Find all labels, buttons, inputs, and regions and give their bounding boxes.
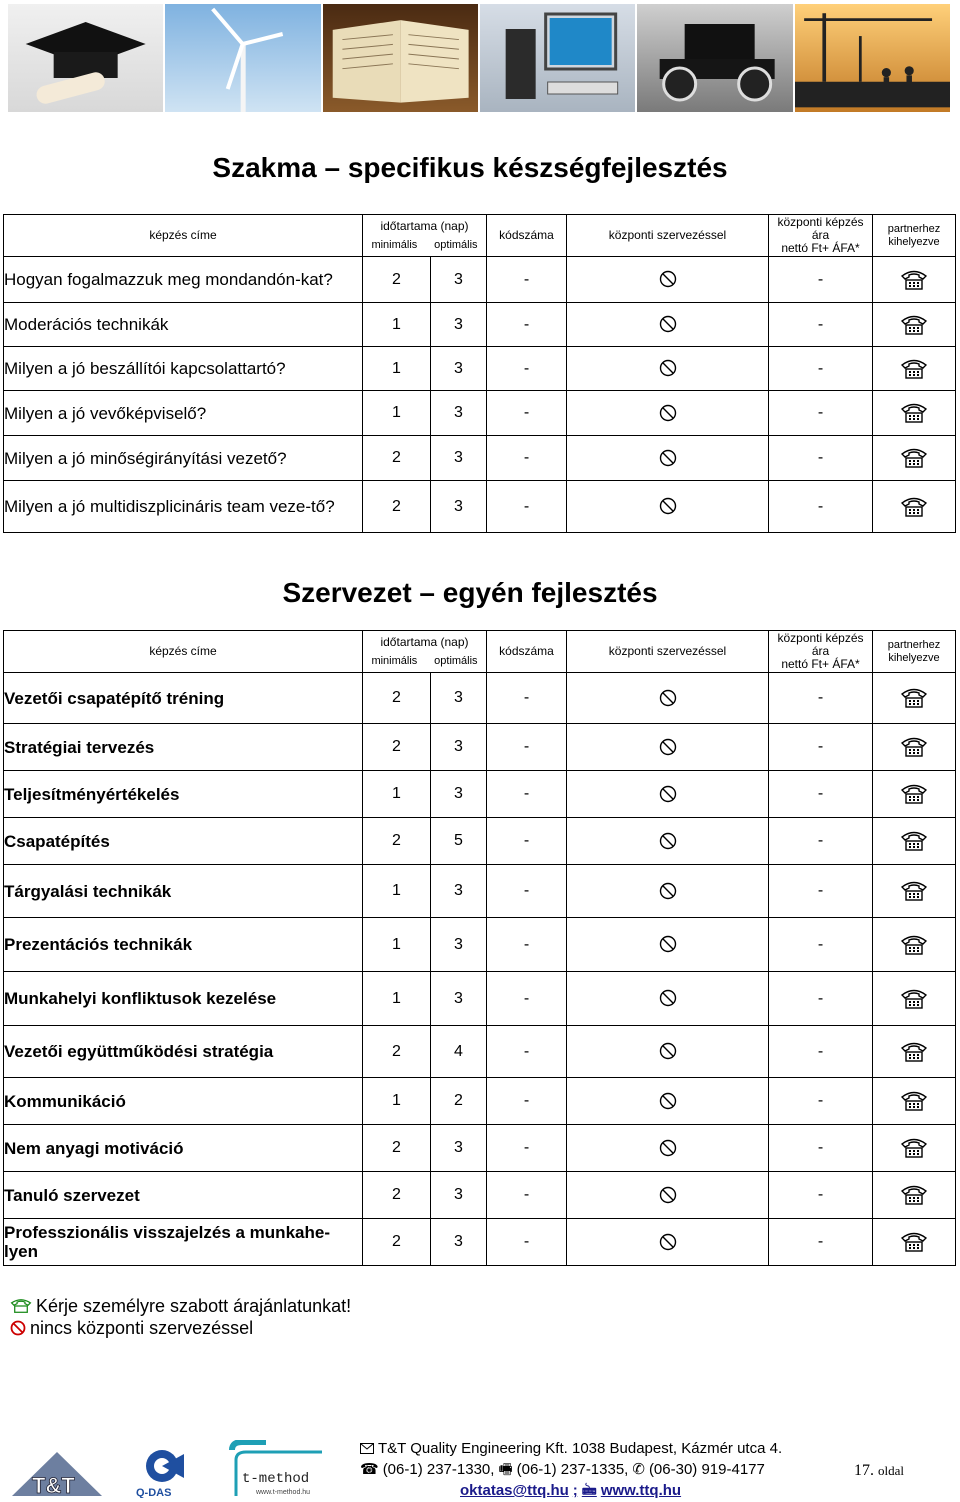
training-title: Munkahelyi konfliktusok kezelése bbox=[4, 972, 363, 1026]
tt-logo bbox=[12, 1448, 102, 1498]
duration-opt: 3 bbox=[431, 918, 487, 972]
price-value: - bbox=[769, 303, 873, 347]
training-title: Hogyan fogalmazzuk meg mondandón-kat? bbox=[4, 257, 363, 303]
partner-cell[interactable] bbox=[873, 1172, 956, 1219]
partner-cell[interactable] bbox=[873, 724, 956, 771]
duration-opt: 3 bbox=[431, 1125, 487, 1172]
svg-text:Q-DAS: Q-DAS bbox=[136, 1487, 172, 1498]
duration-min: 1 bbox=[363, 391, 431, 436]
no-entry-icon bbox=[659, 882, 677, 900]
duration-opt: 3 bbox=[431, 347, 487, 391]
code-value: - bbox=[487, 1026, 567, 1078]
training-title: Vezetői csapatépítő tréning bbox=[4, 673, 363, 724]
header-duration: időtartama (nap) minimális optimális bbox=[363, 215, 487, 257]
fax-icon: 🖷 bbox=[498, 1461, 513, 1478]
duration-min: 2 bbox=[363, 436, 431, 481]
phone-icon[interactable] bbox=[900, 447, 928, 469]
header-partner: partnerhez kihelyezve bbox=[873, 631, 956, 673]
duration-opt: 4 bbox=[431, 1026, 487, 1078]
code-value: - bbox=[487, 481, 567, 533]
no-entry-icon bbox=[659, 359, 677, 377]
training-title: Csapatépítés bbox=[4, 818, 363, 865]
phone-icon[interactable] bbox=[900, 1137, 928, 1159]
duration-opt: 3 bbox=[431, 436, 487, 481]
table-row bbox=[4, 347, 956, 391]
duration-opt: 3 bbox=[431, 673, 487, 724]
partner-cell[interactable] bbox=[873, 303, 956, 347]
duration-min: 2 bbox=[363, 1026, 431, 1078]
phone-icon[interactable] bbox=[900, 402, 928, 424]
code-value: - bbox=[487, 303, 567, 347]
central-cell bbox=[567, 391, 769, 436]
envelope-icon bbox=[360, 1443, 374, 1454]
phone-icon[interactable] bbox=[900, 830, 928, 852]
code-value: - bbox=[487, 673, 567, 724]
price-value: - bbox=[769, 865, 873, 918]
legend bbox=[10, 1295, 351, 1339]
table-row bbox=[4, 1078, 956, 1125]
duration-min: 2 bbox=[363, 481, 431, 533]
tmethod-logo bbox=[226, 1440, 326, 1498]
training-title: Tanuló szervezet bbox=[4, 1172, 363, 1219]
duration-opt: 2 bbox=[431, 1078, 487, 1125]
footer-company-row: T&T Quality Engineering Kft. 1038 Budapest, Kázmér utca 4. bbox=[360, 1438, 782, 1459]
partner-cell[interactable] bbox=[873, 1219, 956, 1266]
phone-icon[interactable] bbox=[900, 783, 928, 805]
training-title: Kommunikáció bbox=[4, 1078, 363, 1125]
price-value: - bbox=[769, 1172, 873, 1219]
no-entry-icon bbox=[659, 1092, 677, 1110]
table-row bbox=[4, 918, 956, 972]
web-icon: 🖮 bbox=[581, 1482, 597, 1499]
table-row bbox=[4, 818, 956, 865]
table-row bbox=[4, 673, 956, 724]
no-entry-icon bbox=[659, 497, 677, 515]
code-value: - bbox=[487, 1078, 567, 1125]
duration-min: 2 bbox=[363, 673, 431, 724]
central-cell bbox=[567, 673, 769, 724]
price-value: - bbox=[769, 818, 873, 865]
phone-icon[interactable] bbox=[900, 1231, 928, 1253]
price-value: - bbox=[769, 1078, 873, 1125]
svg-text:T&T: T&T bbox=[32, 1473, 75, 1498]
no-entry-icon bbox=[659, 1139, 677, 1157]
central-cell bbox=[567, 1026, 769, 1078]
no-entry-icon bbox=[659, 738, 677, 756]
phone-icon[interactable] bbox=[900, 314, 928, 336]
table-header-row bbox=[4, 631, 956, 673]
mobile-icon: ✆ bbox=[632, 1461, 645, 1478]
partner-cell[interactable] bbox=[873, 673, 956, 724]
footer-contact bbox=[360, 1438, 782, 1501]
qdas-logo bbox=[124, 1446, 204, 1498]
central-cell bbox=[567, 865, 769, 918]
svg-text:www.t-method.hu: www.t-method.hu bbox=[256, 1489, 311, 1496]
phone-icon[interactable] bbox=[900, 687, 928, 709]
no-entry-icon bbox=[659, 689, 677, 707]
duration-min: 2 bbox=[363, 818, 431, 865]
footer-links-row: oktatas@ttq.hu ; 🖮 www.ttq.hu bbox=[460, 1482, 682, 1499]
duration-min: 1 bbox=[363, 303, 431, 347]
duration-min: 1 bbox=[363, 972, 431, 1026]
price-value: - bbox=[769, 972, 873, 1026]
section-title-2: Szervezet – egyén fejlesztés bbox=[282, 577, 658, 608]
email-link[interactable]: oktatas@ttq.hu bbox=[460, 1482, 569, 1499]
phone-icon[interactable] bbox=[900, 880, 928, 902]
code-value: - bbox=[487, 818, 567, 865]
training-title: Milyen a jó beszállítói kapcsolattartó? bbox=[4, 347, 363, 391]
training-title: Professzionális visszajelzés a munkahe-lyen bbox=[4, 1219, 363, 1266]
price-value: - bbox=[769, 481, 873, 533]
header-price: központi képzés ára nettó Ft+ ÁFA* bbox=[769, 631, 873, 673]
no-entry-icon bbox=[659, 1233, 677, 1251]
table-row bbox=[4, 1219, 956, 1266]
no-entry-icon bbox=[10, 1320, 26, 1336]
phone-icon: ☎ bbox=[360, 1461, 379, 1478]
code-value: - bbox=[487, 972, 567, 1026]
code-value: - bbox=[487, 724, 567, 771]
header-partner: partnerhez kihelyezve bbox=[873, 215, 956, 257]
partner-cell[interactable] bbox=[873, 257, 956, 303]
construction-photo bbox=[795, 4, 950, 112]
header-price: központi képzés ára nettó Ft+ ÁFA* bbox=[769, 215, 873, 257]
duration-opt: 3 bbox=[431, 1172, 487, 1219]
price-value: - bbox=[769, 391, 873, 436]
duration-opt: 3 bbox=[431, 257, 487, 303]
duration-opt: 3 bbox=[431, 481, 487, 533]
phone-icon[interactable] bbox=[900, 1184, 928, 1206]
table-header-row bbox=[4, 215, 956, 257]
header-code: kódszáma bbox=[487, 631, 567, 673]
partner-cell[interactable] bbox=[873, 1026, 956, 1078]
table-row bbox=[4, 972, 956, 1026]
header-title: képzés címe bbox=[4, 631, 363, 673]
code-value: - bbox=[487, 436, 567, 481]
price-value: - bbox=[769, 1125, 873, 1172]
central-cell bbox=[567, 347, 769, 391]
old-book-photo bbox=[323, 4, 478, 112]
partner-cell[interactable] bbox=[873, 1125, 956, 1172]
partner-cell[interactable] bbox=[873, 436, 956, 481]
table-row bbox=[4, 257, 956, 303]
graduation-cap-photo bbox=[8, 4, 163, 112]
duration-opt: 3 bbox=[431, 865, 487, 918]
partner-cell[interactable] bbox=[873, 818, 956, 865]
no-entry-icon bbox=[659, 1042, 677, 1060]
code-value: - bbox=[487, 1219, 567, 1266]
legend-phone: Kérje személyre szabott árajánlatunkat! bbox=[10, 1295, 351, 1317]
table-row bbox=[4, 1026, 956, 1078]
code-value: - bbox=[487, 865, 567, 918]
price-value: - bbox=[769, 436, 873, 481]
duration-min: 2 bbox=[363, 1219, 431, 1266]
partner-cell[interactable] bbox=[873, 771, 956, 818]
section-title-1: Szakma – specifikus készségfejlesztés bbox=[212, 152, 728, 183]
price-value: - bbox=[769, 347, 873, 391]
partner-cell[interactable] bbox=[873, 481, 956, 533]
duration-min: 1 bbox=[363, 347, 431, 391]
phone-icon bbox=[10, 1298, 32, 1314]
code-value: - bbox=[487, 771, 567, 818]
central-cell bbox=[567, 1172, 769, 1219]
training-title: Milyen a jó multidiszplicináris team veze-tő? bbox=[4, 481, 363, 533]
no-entry-icon bbox=[659, 404, 677, 422]
central-cell bbox=[567, 724, 769, 771]
header-central: központi szervezéssel bbox=[567, 215, 769, 257]
header-central: központi szervezéssel bbox=[567, 631, 769, 673]
website-link[interactable]: www.ttq.hu bbox=[600, 1482, 682, 1499]
header-banner bbox=[8, 4, 950, 112]
header-code: kódszáma bbox=[487, 215, 567, 257]
duration-opt: 3 bbox=[431, 391, 487, 436]
page-number: 17. oldal bbox=[854, 1462, 904, 1479]
code-value: - bbox=[487, 1125, 567, 1172]
price-value: - bbox=[769, 1219, 873, 1266]
phone-icon[interactable] bbox=[900, 934, 928, 956]
header-duration: időtartama (nap) minimális optimális bbox=[363, 631, 487, 673]
code-value: - bbox=[487, 257, 567, 303]
table-row bbox=[4, 1172, 956, 1219]
price-value: - bbox=[769, 918, 873, 972]
no-entry-icon bbox=[659, 449, 677, 467]
duration-opt: 3 bbox=[431, 724, 487, 771]
partner-cell[interactable] bbox=[873, 972, 956, 1026]
table-row bbox=[4, 724, 956, 771]
table-row bbox=[4, 771, 956, 818]
training-title: Milyen a jó vevőképviselő? bbox=[4, 391, 363, 436]
central-cell bbox=[567, 918, 769, 972]
central-cell bbox=[567, 818, 769, 865]
no-entry-icon bbox=[659, 315, 677, 333]
phone-icon[interactable] bbox=[900, 269, 928, 291]
footer-logos bbox=[12, 1440, 326, 1498]
central-cell bbox=[567, 481, 769, 533]
computer-photo bbox=[480, 4, 635, 112]
central-cell bbox=[567, 257, 769, 303]
duration-min: 1 bbox=[363, 771, 431, 818]
central-cell bbox=[567, 771, 769, 818]
no-entry-icon bbox=[659, 270, 677, 288]
phone-icon[interactable] bbox=[900, 358, 928, 380]
duration-opt: 3 bbox=[431, 771, 487, 818]
code-value: - bbox=[487, 391, 567, 436]
wind-turbine-photo bbox=[165, 4, 320, 112]
training-title: Stratégiai tervezés bbox=[4, 724, 363, 771]
partner-cell[interactable] bbox=[873, 1078, 956, 1125]
table-row bbox=[4, 481, 956, 533]
table-row bbox=[4, 1125, 956, 1172]
training-table-1 bbox=[3, 214, 956, 533]
table-row bbox=[4, 303, 956, 347]
central-cell bbox=[567, 303, 769, 347]
no-entry-icon bbox=[659, 1186, 677, 1204]
legend-no: nincs központi szervezéssel bbox=[10, 1317, 351, 1339]
phone-icon[interactable] bbox=[900, 1041, 928, 1063]
price-value: - bbox=[769, 771, 873, 818]
training-title: Milyen a jó minőségirányítási vezető? bbox=[4, 436, 363, 481]
training-title: Vezetői együttműködési stratégia bbox=[4, 1026, 363, 1078]
partner-cell[interactable] bbox=[873, 865, 956, 918]
phone-icon[interactable] bbox=[900, 736, 928, 758]
partner-cell[interactable] bbox=[873, 391, 956, 436]
partner-cell[interactable] bbox=[873, 918, 956, 972]
training-title: Moderációs technikák bbox=[4, 303, 363, 347]
no-entry-icon bbox=[659, 935, 677, 953]
duration-min: 2 bbox=[363, 257, 431, 303]
training-title: Teljesítményértékelés bbox=[4, 771, 363, 818]
price-value: - bbox=[769, 1026, 873, 1078]
duration-opt: 3 bbox=[431, 1219, 487, 1266]
price-value: - bbox=[769, 673, 873, 724]
duration-min: 1 bbox=[363, 1078, 431, 1125]
table-row bbox=[4, 865, 956, 918]
phone-icon[interactable] bbox=[900, 988, 928, 1010]
partner-cell[interactable] bbox=[873, 347, 956, 391]
code-value: - bbox=[487, 347, 567, 391]
training-title: Tárgyalási technikák bbox=[4, 865, 363, 918]
no-entry-icon bbox=[659, 832, 677, 850]
duration-opt: 3 bbox=[431, 303, 487, 347]
no-entry-icon bbox=[659, 785, 677, 803]
duration-min: 1 bbox=[363, 865, 431, 918]
duration-opt: 3 bbox=[431, 972, 487, 1026]
training-title: Nem anyagi motiváció bbox=[4, 1125, 363, 1172]
duration-min: 1 bbox=[363, 918, 431, 972]
training-title: Prezentációs technikák bbox=[4, 918, 363, 972]
duration-min: 2 bbox=[363, 1172, 431, 1219]
central-cell bbox=[567, 1078, 769, 1125]
code-value: - bbox=[487, 1172, 567, 1219]
central-cell bbox=[567, 972, 769, 1026]
price-value: - bbox=[769, 257, 873, 303]
phone-icon[interactable] bbox=[900, 1090, 928, 1112]
phone-icon[interactable] bbox=[900, 496, 928, 518]
table-row bbox=[4, 436, 956, 481]
no-entry-icon bbox=[659, 989, 677, 1007]
training-table-2 bbox=[3, 630, 956, 1266]
vintage-car-photo bbox=[637, 4, 792, 112]
duration-opt: 5 bbox=[431, 818, 487, 865]
central-cell bbox=[567, 1219, 769, 1266]
code-value: - bbox=[487, 918, 567, 972]
table-row bbox=[4, 391, 956, 436]
duration-min: 2 bbox=[363, 1125, 431, 1172]
footer-phone-row: ☎ (06-1) 237-1330, 🖷 (06-1) 237-1335, ✆ (06-30) 919-4177 bbox=[360, 1461, 765, 1478]
price-value: - bbox=[769, 724, 873, 771]
svg-text:t-method: t-method bbox=[242, 1471, 310, 1487]
central-cell bbox=[567, 1125, 769, 1172]
central-cell bbox=[567, 436, 769, 481]
duration-min: 2 bbox=[363, 724, 431, 771]
header-title: képzés címe bbox=[4, 215, 363, 257]
